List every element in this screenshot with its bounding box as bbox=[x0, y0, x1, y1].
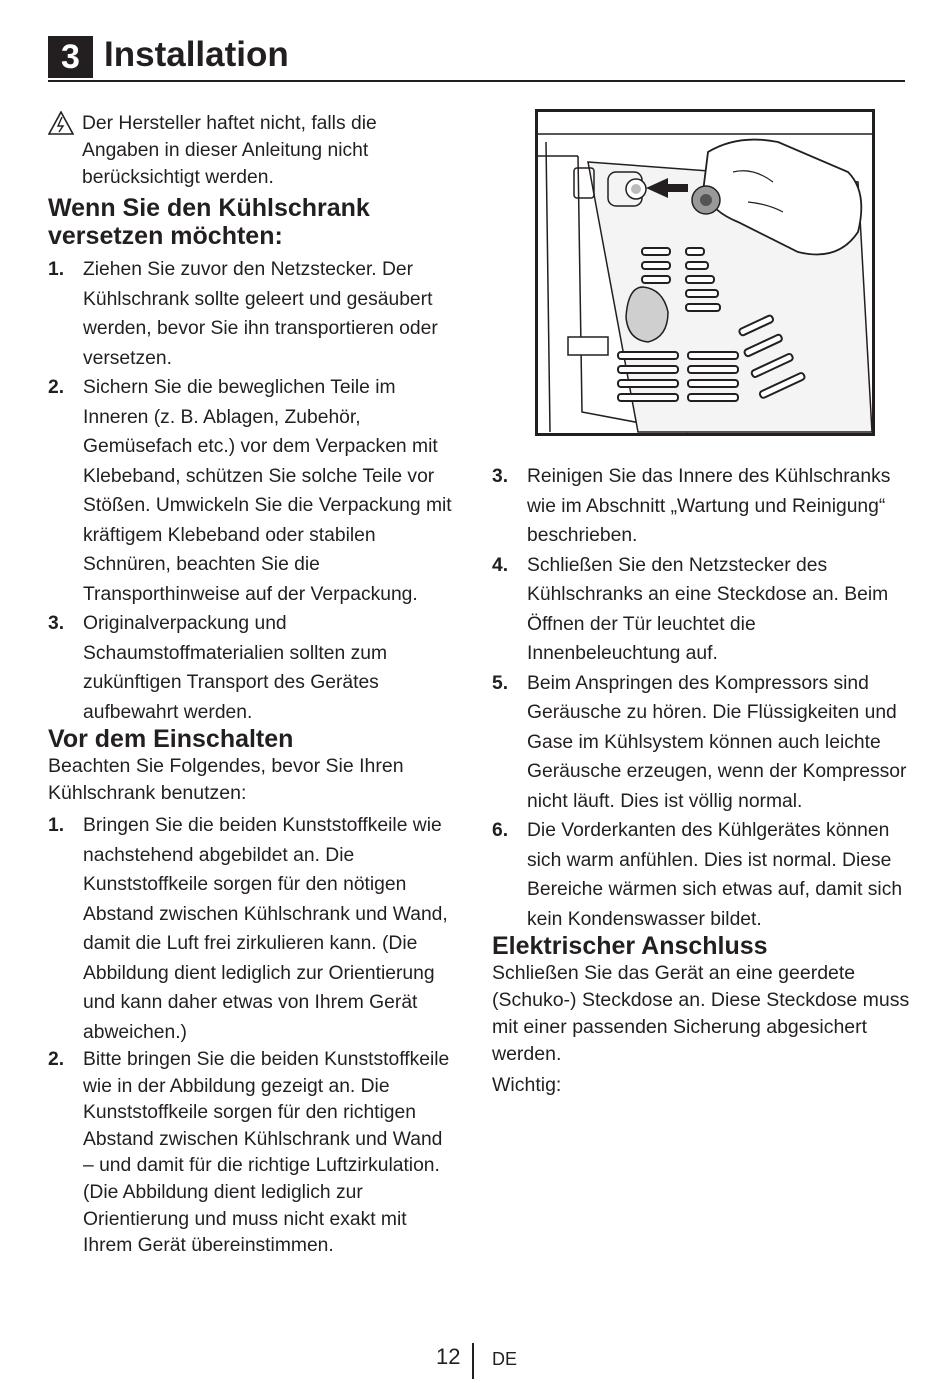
section-intro: Beachten Sie Folgendes, bevor Sie Ihren Kühlschrank benutzen: bbox=[48, 755, 404, 804]
right-column bbox=[492, 462, 910, 1099]
section-heading-before-start: Vor dem Einschalten bbox=[48, 725, 294, 753]
list-item: 2. Sichern Sie die beweglichen Teile im Inneren (z. B. Ablagen, Zubehör, Gemüsefach etc.) vor dem Verpacken mit Klebeband, schützen Sie solche Teile vor Stößen. Umwickeln Sie die Verpackung mit kräftigem Klebeband oder stabilen Schnüren, beachten Sie die Transporthinweise auf der Verpackung. bbox=[48, 377, 452, 605]
list-item: 2. Bitte bringen Sie die beiden Kunststoffkeile wie in der Abbildung gezeigt an. Die Kunststoffkeile sorgen für den richtigen Abstand zwischen Kühlschrank und Wand – und damit für die richtige Luftzirkulation. (Die Abbildung dient lediglich zur Orientierung und muss nicht exakt mit Ihrem Gerät übereinstimmen. bbox=[48, 1049, 450, 1257]
electrical-text: Schließen Sie das Gerät an eine geerdete (Schuko-) Steckdose an. Diese Steckdose muss mit einer passenden Sicherung abgesichert werden. bbox=[492, 962, 910, 1065]
section-heading-move: Wenn Sie den Kühlschrank versetzen möchten: bbox=[48, 194, 370, 250]
installation-illustration bbox=[535, 109, 875, 436]
chapter-number: 3 bbox=[48, 36, 93, 78]
warning-icon bbox=[48, 111, 74, 135]
important-label: Wichtig: bbox=[492, 1074, 562, 1096]
chapter-header bbox=[48, 34, 905, 82]
list-item: 1. Bringen Sie die beiden Kunststoffkeile wie nachstehend abgebildet an. Die Kunststoffkeile sorgen für den nötigen Abstand zwischen Kühlschrank und Wand, damit die Luft frei zirkulieren kann. (Die Abbildung dient lediglich zur Orientierung und kann daher etwas von Ihrem Gerät abweichen.) bbox=[48, 815, 448, 1043]
left-column bbox=[48, 110, 458, 1260]
warning-text: Der Hersteller haftet nicht, falls die Angaben in dieser Anleitung nicht berücksichtigt werden. bbox=[82, 113, 377, 188]
before-start-steps-list-2 bbox=[48, 1047, 458, 1260]
list-item: 3. Originalverpackung und Schaumstoffmaterialien sollten zum zukünftigen Transport des Gerätes aufbewahrt werden. bbox=[48, 613, 387, 723]
move-steps-list bbox=[48, 255, 458, 727]
warning-note bbox=[48, 110, 458, 191]
chapter-title: Installation bbox=[104, 35, 289, 74]
list-item: 1. Ziehen Sie zuvor den Netzstecker. Der Kühlschrank sollte geleert und gesäubert werden, bevor Sie ihn transportieren oder versetzen. bbox=[48, 259, 438, 369]
page-number: 12 bbox=[436, 1344, 461, 1369]
list-item: 4. Schließen Sie den Netzstecker des Kühlschranks an eine Steckdose an. Beim Öffnen der Tür leuchtet die Innenbeleuchtung auf. bbox=[492, 554, 889, 664]
section-heading-electrical: Elektrischer Anschluss bbox=[492, 932, 768, 960]
footer-divider bbox=[472, 1343, 474, 1379]
before-start-steps-list bbox=[48, 811, 458, 1047]
list-item: 6. Die Vorderkanten des Kühlgerätes können sich warm anfühlen. Dies ist normal. Diese Bereiche wärmen sich etwas auf, damit sich kein Kondenswasser bildet. bbox=[492, 820, 903, 930]
continued-steps-list bbox=[492, 462, 910, 934]
fridge-back-illustration bbox=[538, 112, 872, 433]
list-item: 3. Reinigen Sie das Innere des Kühlschranks wie im Abschnitt „Wartung und Reinigung“ beschrieben. bbox=[492, 466, 891, 546]
language-code: DE bbox=[492, 1349, 518, 1369]
list-item: 5. Beim Anspringen des Kompressors sind Geräusche zu hören. Die Flüssigkeiten und Gase im Kühlsystem können auch leichte Geräusche erzeugen, wenn der Kompressor nicht läuft. Dies ist völlig normal. bbox=[492, 672, 907, 812]
